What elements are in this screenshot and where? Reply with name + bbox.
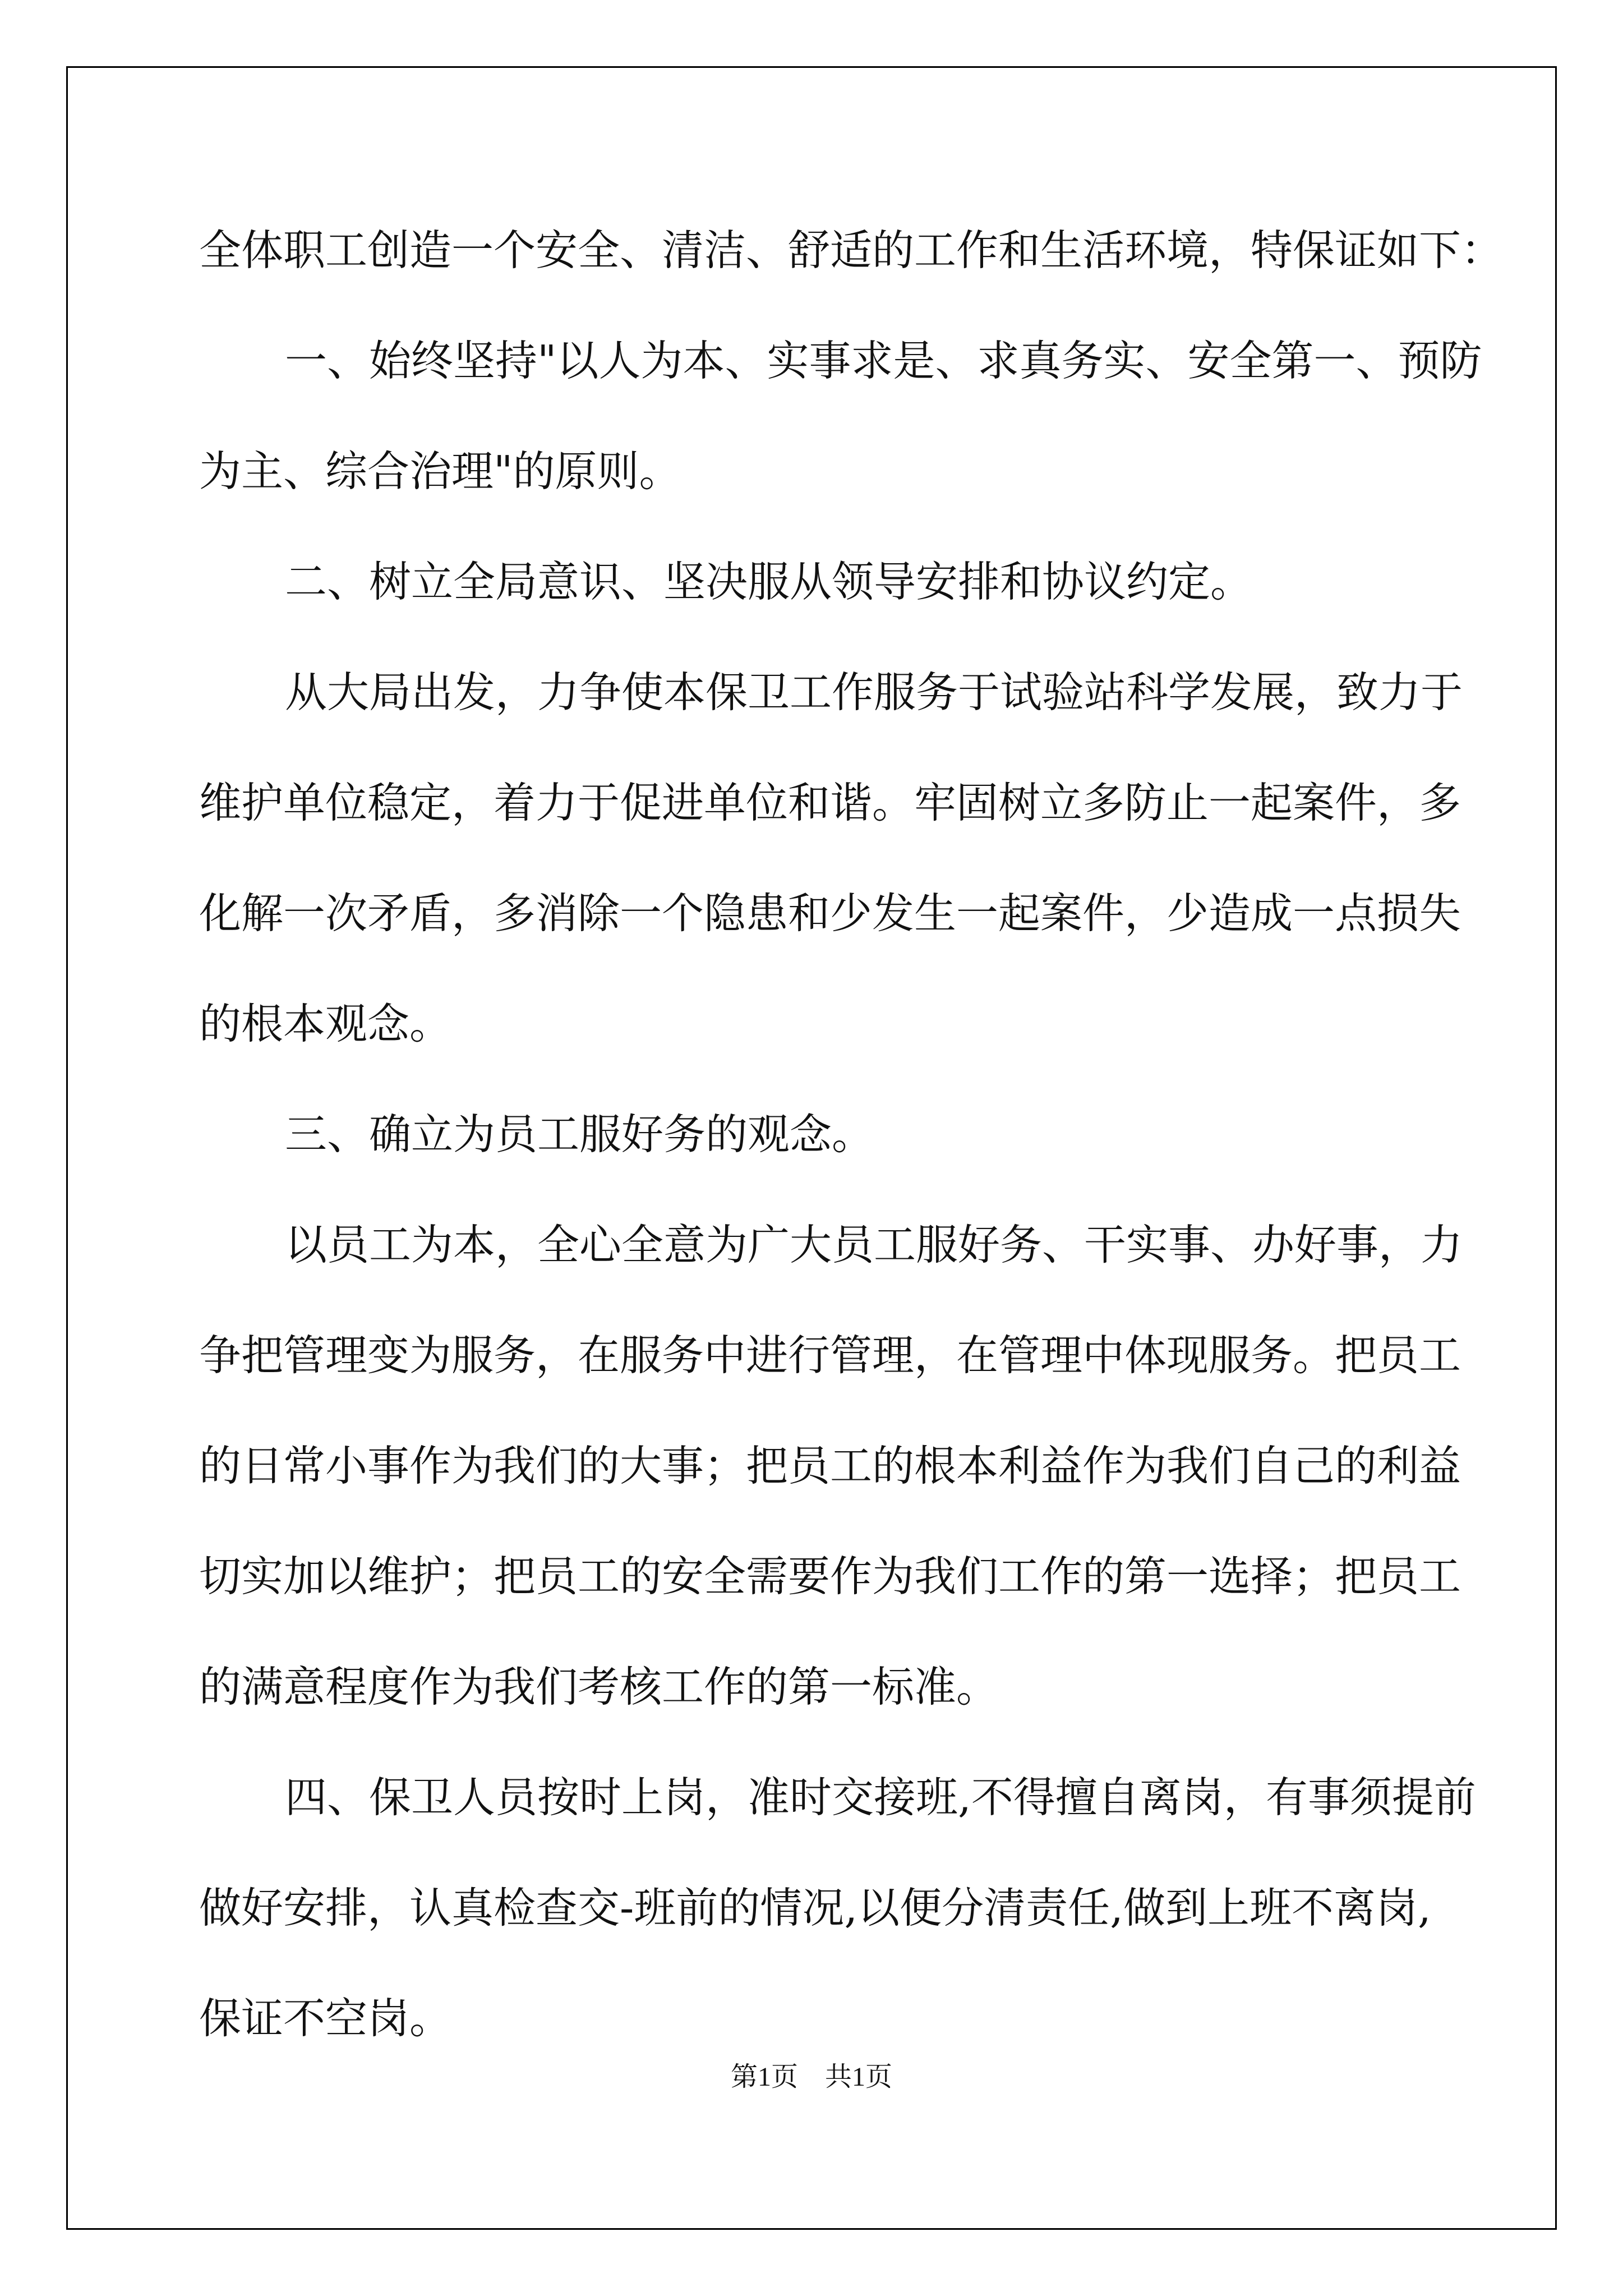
paragraph-line: 从大局出发，力争使本保卫工作服务于试验站科学发展，致力于: [285, 668, 1463, 717]
page-total: 共1页: [825, 2062, 893, 2092]
page-number: 第1页: [730, 2062, 798, 2092]
paragraph-line: 一、始终坚持"以人为本、实事求是、求真务实、安全第一、预防: [285, 336, 1482, 385]
paragraph-line: 四、保卫人员按时上岗，准时交接班,不得擅自离岗，有事须提前: [285, 1773, 1476, 1822]
paragraph-line: 的根本观念。: [199, 999, 452, 1048]
paragraph-line: 的日常小事作为我们的大事；把员工的根本利益作为我们自己的利益: [199, 1441, 1461, 1490]
paragraph-line: 维护单位稳定，着力于促进单位和谐。牢固树立多防止一起案件，多: [199, 778, 1461, 827]
paragraph-line: 做好安排，认真检查交-班前的情况,以便分清责任,做到上班不离岗,: [199, 1883, 1431, 1932]
paragraph-line: 化解一次矛盾，多消除一个隐患和少发生一起案件，少造成一点损失: [199, 889, 1461, 938]
paragraph-line: 三、确立为员工服好务的观念。: [285, 1110, 874, 1159]
paragraph-line: 全体职工创造一个安全、清洁、舒适的工作和生活环境，特保证如下：: [199, 226, 1504, 275]
paragraph-line: 争把管理变为服务，在服务中进行管理，在管理中体现服务。把员工: [199, 1331, 1461, 1380]
paragraph-line: 切实加以维护；把员工的安全需要作为我们工作的第一选择；把员工: [199, 1552, 1461, 1601]
paragraph-line: 二、树立全局意识、坚决服从领导安排和协议约定。: [285, 557, 1253, 606]
paragraph-line: 保证不空岗。: [199, 1994, 452, 2043]
paragraph-line: 为主、综合治理"的原则。: [199, 447, 681, 496]
paragraph-line: 以员工为本，全心全意为广大员工服好务、干实事、办好事，力: [285, 1220, 1463, 1269]
page-footer: [0, 2060, 1623, 2094]
paragraph-line: 的满意程度作为我们考核工作的第一标准。: [199, 1662, 999, 1711]
